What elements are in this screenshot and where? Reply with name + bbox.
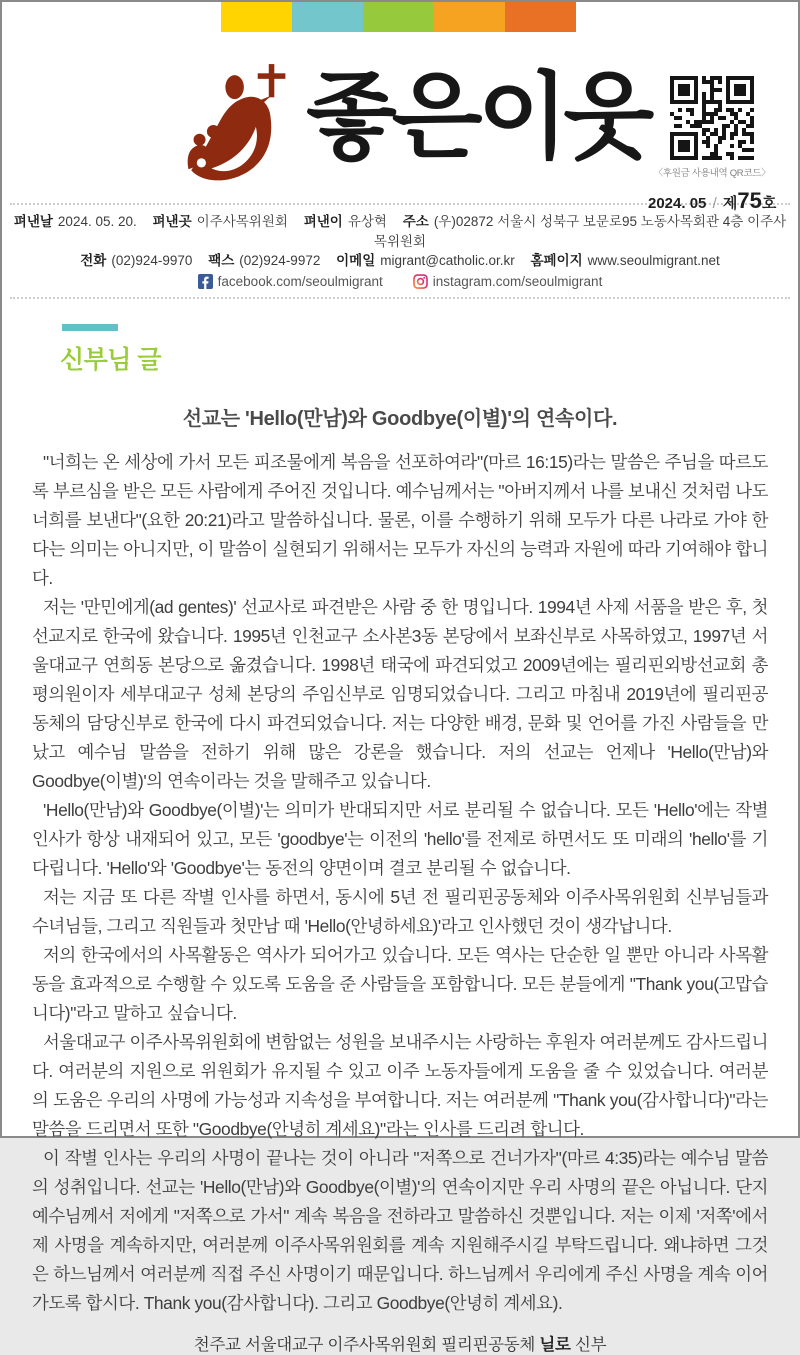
meta-label: 홈페이지 [530,253,583,268]
issue-number-line [648,188,776,214]
instagram-icon [413,274,428,289]
issue-suffix: 호 [761,195,777,212]
meta-label: 주소 [402,214,429,229]
section-title: 신부님 글 [60,346,162,374]
logo [182,56,649,194]
article-body [32,448,768,1318]
masthead [2,2,798,213]
facebook-url: facebook.com/seoulmigrant [217,273,383,289]
meta-label: 펴낸곳 [152,214,192,229]
author-name: 닐로 [539,1336,571,1354]
social-links [12,272,788,292]
paragraph: "너희는 온 세상에 가서 모든 피조물에게 복음을 선포하여라"(마르 16:15)라는 말씀은 주님을 따르도록 부르심을 받은 모든 사람에게 주어진 것입니다. 예수님께서는 "아버지께서 나를 보내신 것처럼 나도 너희를 보낸다"(요한 20:21)라고 말씀하십니다. 물론, 이를 수행하기 위해 모두가 다른 나라로 가야 한다는 의미는 아니지만, 이 말씀이 실현되기 위해서는 모두가 자신의 능력과 자원에 따라 기여해야 합니다. [32,452,768,588]
paragraph: 저는 지금 또 다른 작별 인사를 하면서, 동시에 5년 전 필리핀공동체와 이주사목위원회 신부님들과 수녀님들, 그리고 직원들과 첫만남 때 'Hello(안녕하세요)'라고 인사했던 것이 생각납니다. [32,887,768,936]
signature-suffix: 신부 [574,1336,607,1354]
meta-label: 펴낸이 [303,214,343,229]
meta-label: 이메일 [336,253,376,268]
boat-cross-logo-icon [182,56,302,194]
issue-date: 2024. 05 [648,195,707,212]
dotted-divider-bottom [10,297,790,299]
meta-label: 팩스 [208,253,235,268]
qr-caption: 〈후원금 사용내역 QR코드〉 [653,168,771,179]
meta-value: 유상혁 [347,214,387,229]
meta-value: (02)924-9970 [111,253,193,268]
qr-code [670,76,754,160]
meta-value: (우)02872 서울시 성북구 보문로95 노동사목회관 4층 이주사목위원회 [373,214,787,249]
section-heading [60,324,798,376]
issue-box [648,76,776,214]
instagram-link [413,272,603,292]
signature-prefix: 천주교 서울대교구 이주사목위원회 필리핀공동체 [193,1336,536,1354]
meta-value: 이주사목위원회 [196,214,288,229]
issue-number: 75 [737,188,762,213]
paragraph: 저는 '만민에게(ad gentes)' 선교사로 파견받은 사람 중 한 명입니다. 1994년 사제 서품을 받은 후, 첫 선교지로 한국에 왔습니다. 1995년 인천교구 소사본3동 본당에서 보좌신부로 사목하였고, 1997년 서울대교구 연희동 본당으로 옮겼습니다. 1998년 태국에 파견되었고 2009년에는 필리핀외방선교회 총평의원이자 세부대교구 성체 본당의 주임신부로 임명되었습니다. 그리고 마침내 2019년에 필리핀공동체의 담당신부로 한국에 다시 파견되었습니다. 저는 다양한 배경, 문화 및 언어를 가진 사람들을 만났고 예수님 말씀을 전하기 위해 많은 강론을 했습니다. 저의 선교는 언제나 'Hello(만남)와 Goodbye(이별)'의 연속이라는 것을 말해주고 있습니다. [32,597,768,791]
issue-prefix: 제 [722,195,738,212]
meta-label: 전화 [80,253,107,268]
paragraph: 'Hello(만남)와 Goodbye(이별)'는 의미가 반대되지만 서로 분리될 수 없습니다. 모든 'Hello'에는 작별 인사가 항상 내재되어 있고, 모든 'goodbye'는 이전의 'hello'를 전제로 하면서도 또 미래의 'hello'를 기다립니다. 'Hello'와 'Goodbye'는 동전의 양면이며 결코 분리될 수 없습니다. [32,800,768,878]
instagram-url: instagram.com/seoulmigrant [432,273,603,289]
author-signature [2,1331,798,1355]
publisher-line-1 [12,212,788,251]
paragraph: 저의 한국에서의 사목활동은 역사가 되어가고 있습니다. 모든 역사는 단순한 일 뿐만 아니라 사목활동을 효과적으로 수행할 수 있도록 도움을 준 사람들을 포함합니다. 모든 분들에게 "Thank you(고맙습니다)"라고 말하고 싶습니다. [32,945,768,1023]
section-accent-bar [62,324,118,331]
meta-label: 펴낸날 [13,214,53,229]
issue-separator: / [712,195,717,212]
publisher-line-2 [12,251,788,271]
meta-value: migrant@catholic.or.kr [380,253,515,268]
paragraph: 이 작별 인사는 우리의 사명이 끝나는 것이 아니라 "저쪽으로 건너가자"(마르 4:35)라는 예수님 말씀의 성취입니다. 선교는 'Hello(만남)와 Goodbye(이별)'의 연속이지만 우리 사명의 끝은 아닙니다. 단지 예수님께서 저에게 "저쪽으로 가서" 계속 복음을 전하라고 말씀하신 것뿐입니다. 저는 이제 '저쪽'에서 제 사명을 계속하지만, 여러분께 이주사목위원회를 계속 지원해주시길 부탁드립니다. 왜냐하면 그것은 하느님께서 여러분께 직접 주신 사명이기 때문입니다. 하느님께서 우리에게 주신 사명을 계속 이어가도록 합시다. Thank you(감사합니다). 그리고 Goodbye(안녕히 계세요). [32,1148,768,1313]
facebook-icon [198,274,213,289]
paragraph: 서울대교구 이주사목위원회에 변함없는 성원을 보내주시는 사랑하는 후원자 여러분께도 감사드립니다. 여러분의 지원으로 위원회가 유지될 수 있고 이주 노동자들에게 도움을 줄 수 있었습니다. 여러분의 도움은 우리의 사명에 가능성과 지속성을 부여합니다. 저는 여러분께 "Thank you(감사합니다)"라는 말씀을 드리면서 또한 "Goodbye(안녕히 계세요)"라는 인사를 드리려 합니다. [32,1032,768,1139]
article-title: 선교는 'Hello(만남)와 Goodbye(이별)'의 연속이다. [182,408,618,430]
publisher-info [2,205,798,297]
meta-value: (02)924-9972 [239,253,321,268]
facebook-link [198,272,383,292]
meta-value: www.seoulmigrant.net [587,253,720,268]
meta-value: 2024. 05. 20. [57,214,137,229]
newsletter-title: 좋은이웃 [306,64,650,169]
